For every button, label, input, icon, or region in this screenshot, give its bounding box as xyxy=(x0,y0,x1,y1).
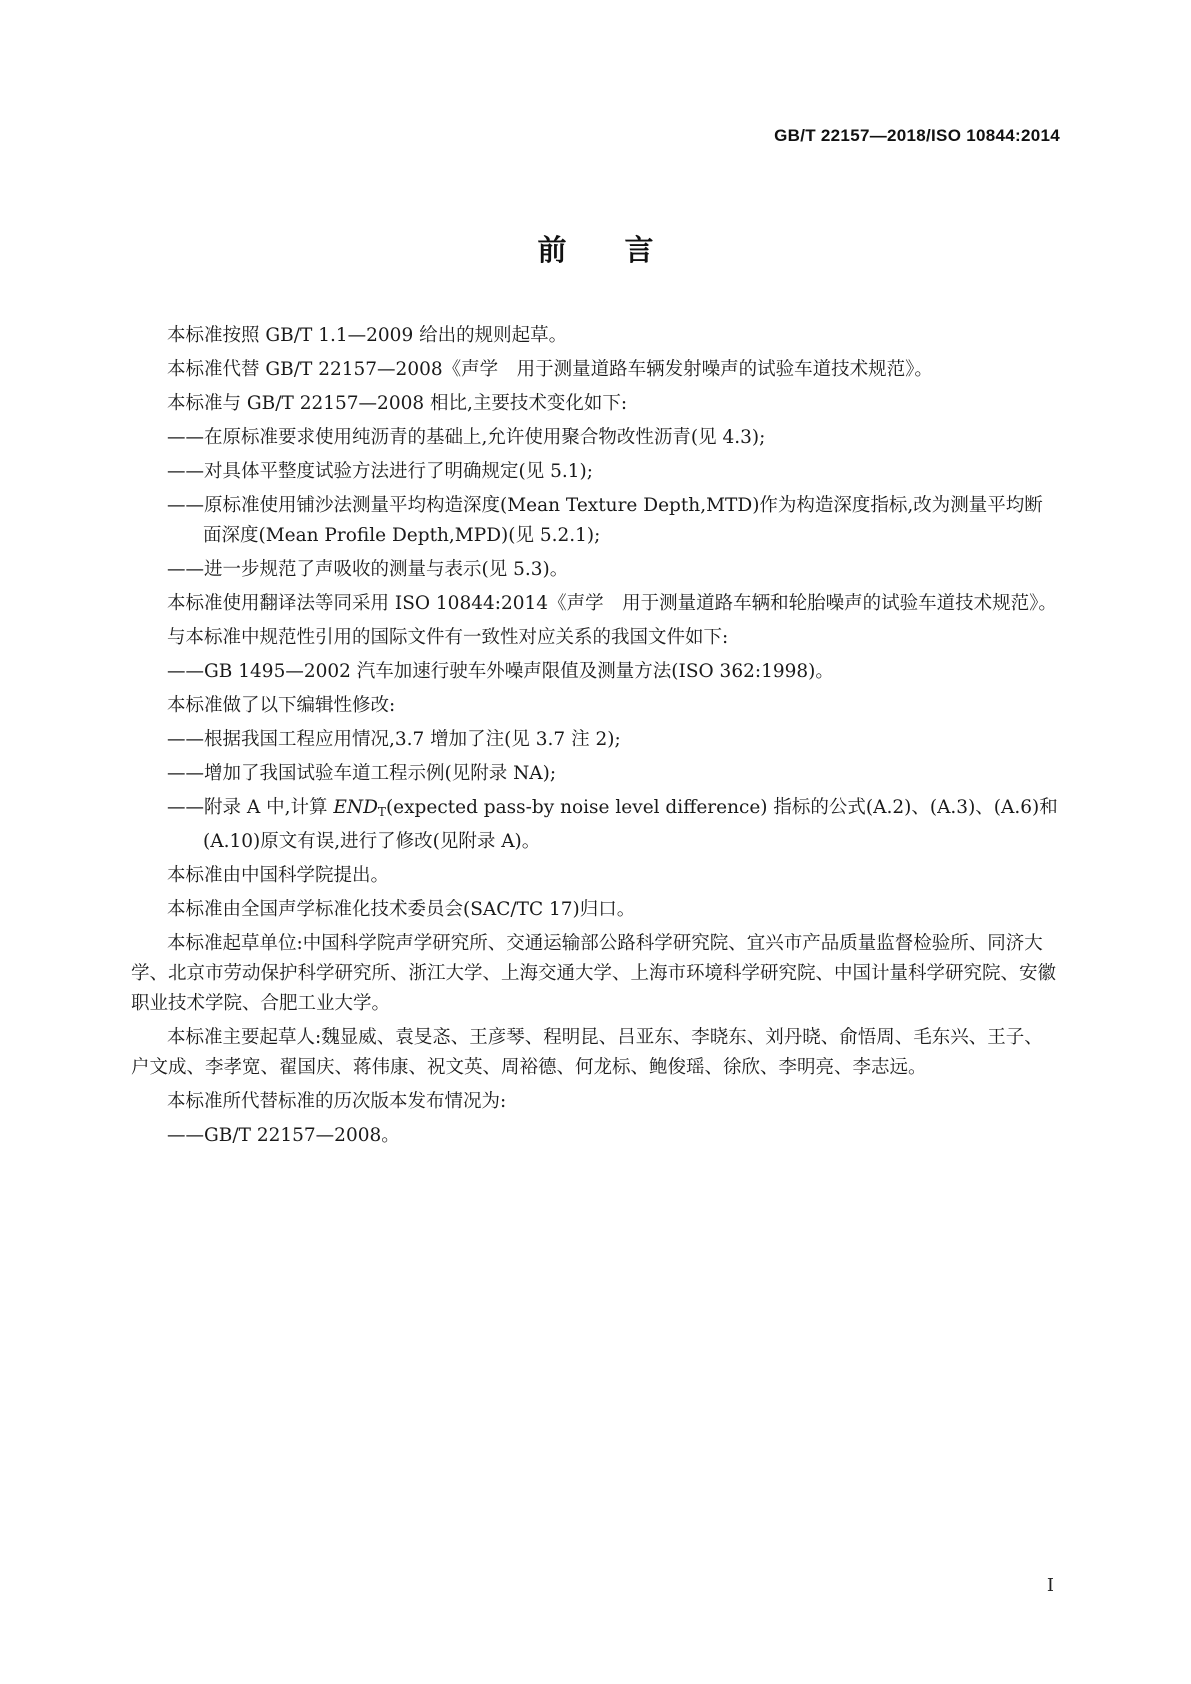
page-number: I xyxy=(1046,1575,1054,1596)
paragraph-correspondence: 与本标准中规范性引用的国际文件有一致性对应关系的我国文件如下: xyxy=(167,627,729,648)
paragraph-drafting-units: 本标准起草单位:中国科学院声学研究所、交通运输部公路科学研究院、宜兴市产品质量监督检验所、同济大学、北京市劳动保护科学研究所、浙江大学、上海交通大学、上海市环境科学研究院、中国计量科学研究院、安徽职业技术学院、合肥工业大学。 xyxy=(131,933,1057,1014)
end-subscript: T xyxy=(377,805,386,819)
paragraph-adoption: 本标准使用翻译法等同采用 ISO 10844:2014《声学 用于测量道路车辆和轮胎噪声的试验车道技术规范》。 xyxy=(167,593,1057,614)
editorial-3-suffix: (expected pass-by noise level difference) 指标的公式(A.2)、(A.3)、(A.6)和(A.10)原文有误,进行了修改(见附录 A)。 xyxy=(203,797,1058,852)
paragraph-main-drafters: 本标准主要起草人:魏显威、袁旻忞、王彦琴、程明昆、吕亚东、李晓东、刘丹晓、俞悟周、毛东兴、王子、户文成、李孝宽、翟国庆、蒋伟康、祝文英、周裕德、何龙标、鲍俊瑶、徐欣、李明亮、李志远。 xyxy=(131,1027,1043,1078)
list-item-editorial-3 xyxy=(131,793,1060,857)
paragraph-drafting-rules: 本标准按照 GB/T 1.1—2009 给出的规则起草。 xyxy=(167,325,568,346)
paragraph-under-jurisdiction: 本标准由全国声学标准化技术委员会(SAC/TC 17)归口。 xyxy=(167,899,636,920)
end-symbol: END xyxy=(333,797,378,818)
list-item-change-3: ——原标准使用铺沙法测量平均构造深度(Mean Texture Depth,MTD)作为构造深度指标,改为测量平均断面深度(Mean Profile Depth,MPD)(见 5.2.1); xyxy=(167,495,1043,546)
list-item-change-1: ——在原标准要求使用纯沥青的基础上,允许使用聚合物改性沥青(见 4.3); xyxy=(167,427,766,448)
foreword-body xyxy=(131,321,1060,1155)
title-char-2: 言 xyxy=(624,233,654,267)
standard-code: GB/T 22157—2018/ISO 10844:2014 xyxy=(774,126,1060,145)
paragraph-editorial-changes: 本标准做了以下编辑性修改: xyxy=(167,695,396,716)
page-title xyxy=(0,228,1191,269)
editorial-3-prefix: ——附录 A 中,计算 xyxy=(167,797,334,818)
paragraph-proposed-by: 本标准由中国科学院提出。 xyxy=(167,865,390,886)
list-item-change-4: ——进一步规范了声吸收的测量与表示(见 5.3)。 xyxy=(167,559,569,580)
list-item-editorial-2: ——增加了我国试验车道工程示例(见附录 NA); xyxy=(167,763,557,784)
paragraph-main-changes: 本标准与 GB/T 22157—2008 相比,主要技术变化如下: xyxy=(167,393,628,414)
paragraph-previous-editions: 本标准所代替标准的历次版本发布情况为: xyxy=(167,1091,507,1112)
title-char-1: 前 xyxy=(537,233,567,267)
list-item-change-2: ——对具体平整度试验方法进行了明确规定(见 5.1); xyxy=(167,461,593,482)
list-item-previous-edition: ——GB/T 22157—2008。 xyxy=(167,1125,400,1146)
paragraph-replaces: 本标准代替 GB/T 22157—2008《声学 用于测量道路车辆发射噪声的试验车道技术规范》。 xyxy=(167,359,933,380)
list-item-editorial-1: ——根据我国工程应用情况,3.7 增加了注(见 3.7 注 2); xyxy=(167,729,621,750)
list-item-corresponding-doc: ——GB 1495—2002 汽车加速行驶车外噪声限值及测量方法(ISO 362:1998)。 xyxy=(167,661,834,682)
